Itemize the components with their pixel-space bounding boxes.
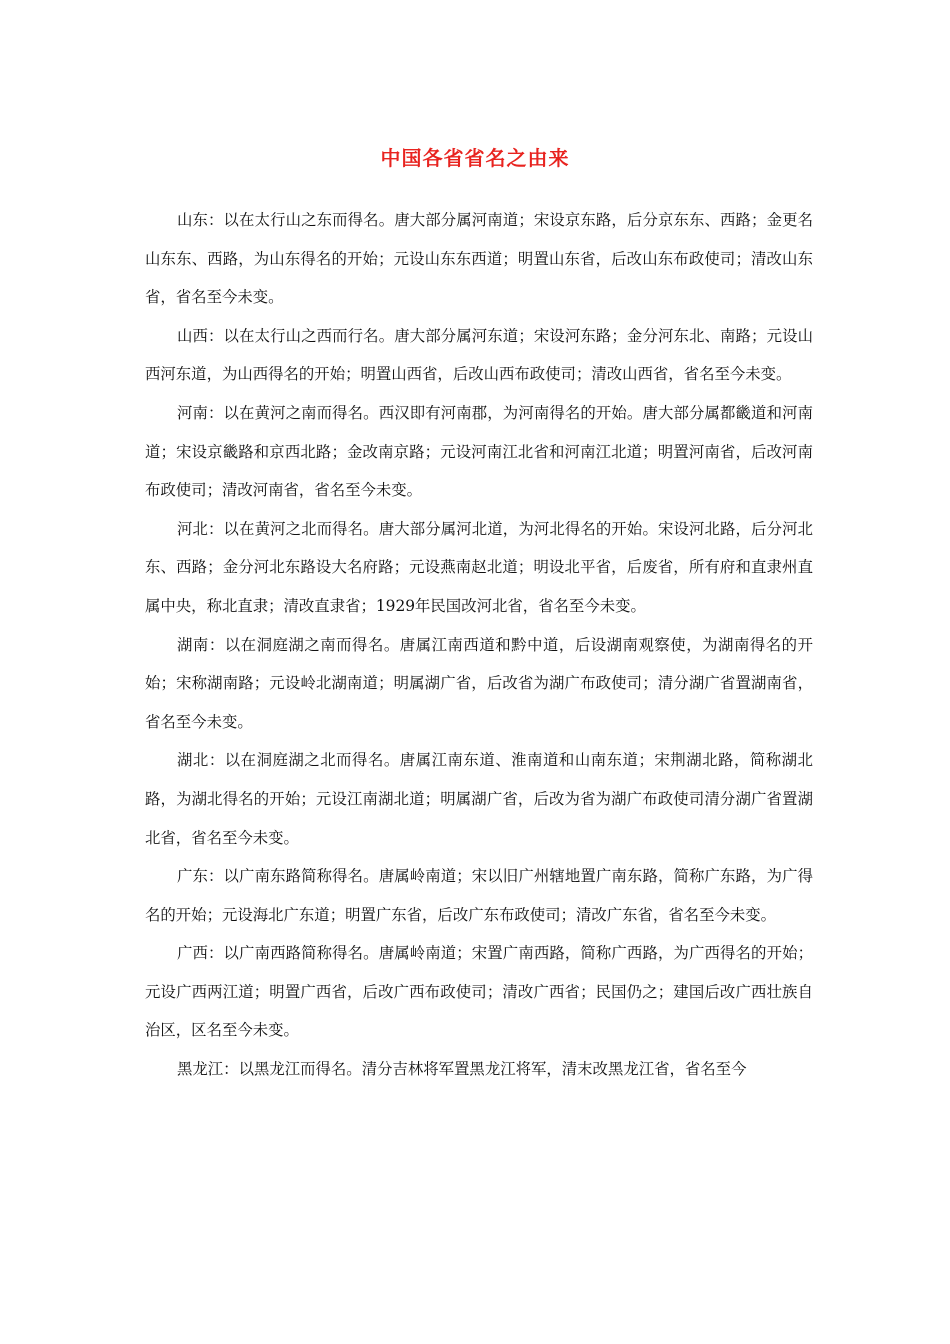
paragraph-shanxi: 山西：以在太行山之西而行名。唐大部分属河东道；宋设河东路；金分河东北、南路；元设山西河东道，为山西得名的开始；明置山西省，后改山西布政使司；清改山西省，省名至今未变。 (145, 326, 813, 384)
paragraph-hebei: 河北：以在黄河之北而得名。唐大部分属河北道，为河北得名的开始。宋设河北路，后分河北东、西路；金分河北东路设大名府路；元设燕南赵北道；明设北平省，后废省，所有府和直隶州直属中央，称北直隶；清改直隶省；1929年民国改河北省，省名至今未变。 (145, 519, 813, 615)
paragraph-hubei: 湖北：以在洞庭湖之北而得名。唐属江南东道、淮南道和山南东道；宋荆湖北路，简称湖北路，为湖北得名的开始；元设江南湖北道；明属湖广省，后改为省为湖广布政使司清分湖广省置湖北省，省名至今未变。 (145, 751, 813, 847)
document-title: 中国各省省名之由来 (380, 146, 570, 170)
paragraph-shandong: 山东：以在太行山之东而得名。唐大部分属河南道；宋设京东路，后分京东东、西路；金更名山东东、西路，为山东得名的开始；元设山东东西道；明置山东省，后改山东布政使司；清改山东省，省名至今未变。 (145, 211, 813, 307)
paragraph-henan: 河南：以在黄河之南而得名。西汉即有河南郡，为河南得名的开始。唐大部分属都畿道和河南道；宋设京畿路和京西北路；金改南京路；元设河南江北省和河南江北道；明置河南省，后改河南布政使司；清改河南省，省名至今未变。 (145, 403, 813, 500)
paragraph-guangdong: 广东：以广南东路简称得名。唐属岭南道；宋以旧广州辖地置广南东路，简称广东路，为广得名的开始；元设海北广东道；明置广东省，后改广东布政使司；清改广东省，省名至今未变。 (145, 867, 813, 924)
paragraph-guangxi: 广西：以广南西路简称得名。唐属岭南道；宋置广南西路，简称广西路，为广西得名的开始；元设广西两江道；明置广西省，后改广西布政使司；清改广西省；民国仍之；建国后改广西壮族自治区，区名至今未变。 (145, 944, 813, 1040)
paragraph-hunan: 湖南：以在洞庭湖之南而得名。唐属江南西道和黔中道，后设湖南观察使，为湖南得名的开始；宋称湖南路；元设岭北湖南道；明属湖广省，后改省为湖广布政使司；清分湖广省置湖南省，省名至今未变。 (145, 635, 813, 731)
document-body (145, 201, 813, 1089)
paragraph-heilongjiang: 黑龙江：以黑龙江而得名。清分吉林将军置黑龙江将军，清末改黑龙江省，省名至今 (177, 1060, 747, 1079)
